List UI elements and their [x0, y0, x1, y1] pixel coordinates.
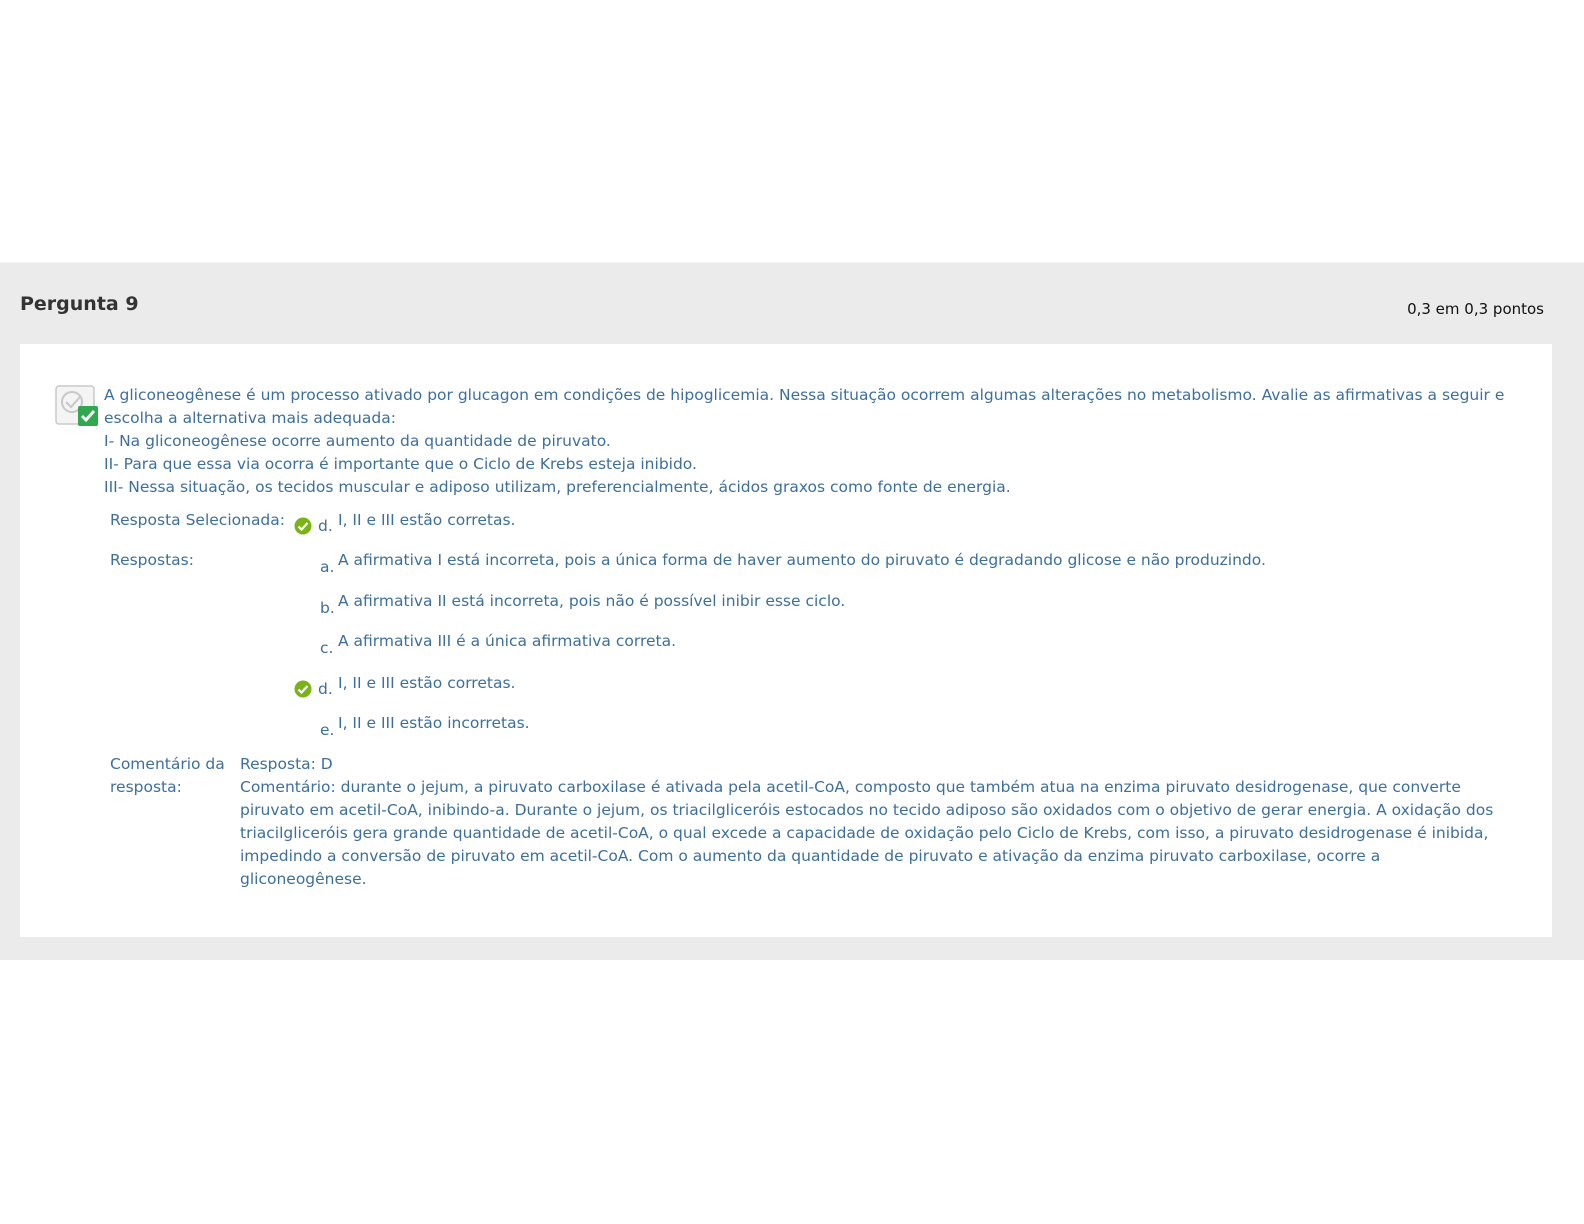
selected-answer-label: Resposta Selecionada: [110, 511, 285, 529]
comment-content [240, 753, 1510, 891]
correct-check-icon [294, 680, 312, 698]
question-block [0, 262, 1584, 960]
question-text [104, 384, 1534, 499]
selected-answer-letter: d. [318, 517, 333, 535]
comment-label [110, 753, 225, 799]
question-points: 0,3 em 0,3 pontos [1407, 300, 1544, 318]
question-statement: A gliconeogênese é um processo ativado por glucagon em condições de hipoglicemia. Nessa situação ocorrem algumas alterações no metabolismo. Avalie as afirmativas a seguir e escolha a alternativa mais adequada: [104, 386, 1505, 427]
comment-text: Comentário: durante o jejum, a piruvato carboxilase é ativada pela acetil-CoA, composto que também atua na enzima piruvato desidrogenase, que converte piruvato em acetil-CoA, inibindo-a. Durante o jejum, os triacilgliceróis estocados no tecido adiposo são oxidados com o objetivo de gerar energia. A oxidação dos triacilgliceróis gera grande quantidade de acetil-CoA, o qual excede a capacidade de oxidação pelo Ciclo de Krebs, com isso, a piruvato desidrogenase é inibida, impedindo a conversão de piruvato em acetil-CoA. Com o aumento da quantidade de piruvato e ativação da enzima piruvato carboxilase, ocorre a gliconeogênese. [240, 778, 1494, 888]
statement-iii: III- Nessa situação, os tecidos muscular e adiposo utilizam, preferencialmente, ácidos graxos como fonte de energia. [104, 478, 1011, 496]
option-c-text: A afirmativa III é a única afirmativa correta. [338, 632, 677, 650]
option-b-text: A afirmativa II está incorreta, pois não é possível inibir esse ciclo. [338, 592, 846, 610]
selected-answer-text: I, II e III estão corretas. [338, 511, 516, 529]
statement-ii: II- Para que essa via ocorra é importante que o Ciclo de Krebs esteja inibido. [104, 455, 697, 473]
comment-answer: Resposta: D [240, 755, 333, 773]
option-c-letter: c. [320, 639, 334, 657]
option-b-letter: b. [320, 599, 335, 617]
statement-i: I- Na gliconeogênese ocorre aumento da quantidade de piruvato. [104, 432, 611, 450]
question-header [20, 293, 1544, 321]
option-d-text: I, II e III estão corretas. [338, 674, 516, 692]
answers-label: Respostas: [110, 551, 194, 569]
option-a-text: A afirmativa I está incorreta, pois a única forma de haver aumento do piruvato é degradando glicose e não produzindo. [338, 551, 1266, 569]
option-a-letter: a. [320, 558, 335, 576]
correct-check-icon [294, 517, 312, 535]
correct-answer-icon [54, 382, 100, 428]
option-e-text: I, II e III estão incorretas. [338, 714, 530, 732]
comment-label-line1: Comentário da [110, 755, 225, 773]
question-body [20, 344, 1552, 937]
comment-label-line2: resposta: [110, 778, 182, 796]
option-d-letter: d. [318, 680, 333, 698]
question-title: Pergunta 9 [20, 293, 139, 315]
option-e-letter: e. [320, 721, 335, 739]
